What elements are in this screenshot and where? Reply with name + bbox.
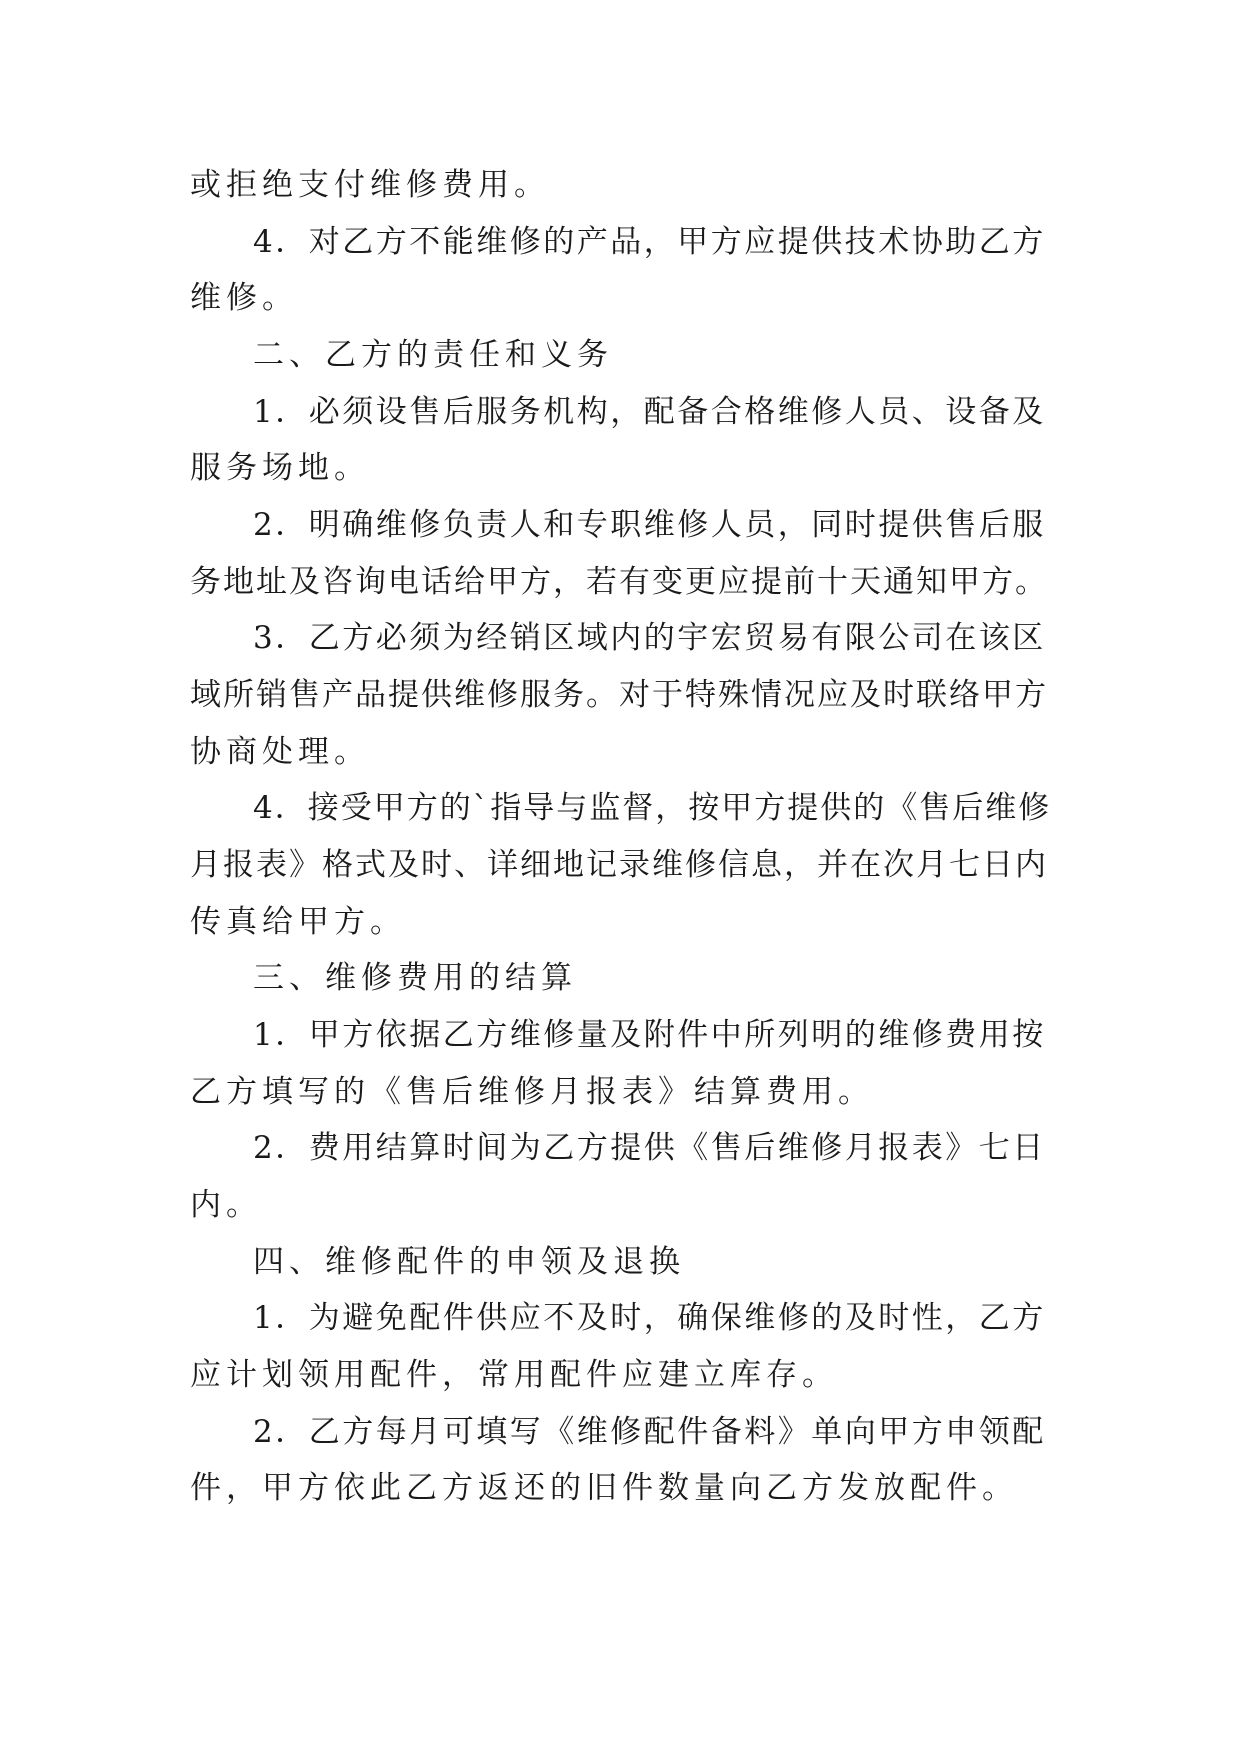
text-line: 协商处理。 <box>190 734 370 770</box>
text-line: 2．费用结算时间为乙方提供《售后维修月报表》七日 <box>253 1130 1046 1166</box>
text-line: 2．乙方每月可填写《维修配件备料》单向甲方申领配 <box>253 1414 1046 1450</box>
text-line: 件，甲方依此乙方返还的旧件数量向乙方发放配件。 <box>190 1470 1018 1506</box>
text-line: 服务场地。 <box>190 450 370 486</box>
section-heading: 四、维修配件的申领及退换 <box>253 1244 685 1280</box>
text-line: 月报表》格式及时、详细地记录维修信息，并在次月七日内 <box>190 847 1048 883</box>
text-line: 2．明确维修负责人和专职维修人员，同时提供售后服 <box>253 507 1046 543</box>
text-line: 1．甲方依据乙方维修量及附件中所列明的维修费用按 <box>253 1017 1046 1053</box>
section-heading: 三、维修费用的结算 <box>253 960 577 996</box>
text-line: 4．接受甲方的`指导与监督，按甲方提供的《售后维修 <box>253 790 1052 826</box>
text-line: 1．必须设售后服务机构，配备合格维修人员、设备及 <box>253 394 1046 430</box>
text-line: 乙方填写的《售后维修月报表》结算费用。 <box>190 1074 874 1110</box>
text-line: 应计划领用配件，常用配件应建立库存。 <box>190 1357 838 1393</box>
text-line: 务地址及咨询电话给甲方，若有变更应提前十天通知甲方。 <box>190 564 1048 600</box>
section-heading: 二、乙方的责任和义务 <box>253 337 613 373</box>
text-line: 或拒绝支付维修费用。 <box>190 167 550 203</box>
text-line: 域所销售产品提供维修服务。对于特殊情况应及时联络甲方 <box>190 677 1048 713</box>
text-line: 4．对乙方不能维修的产品，甲方应提供技术协助乙方 <box>253 224 1046 260</box>
text-line: 维修。 <box>190 280 298 316</box>
text-line: 传真给甲方。 <box>190 904 406 940</box>
text-line: 内。 <box>190 1187 262 1223</box>
text-line: 3．乙方必须为经销区域内的宇宏贸易有限公司在该区 <box>253 620 1046 656</box>
text-line: 1．为避免配件供应不及时，确保维修的及时性，乙方 <box>253 1300 1046 1336</box>
